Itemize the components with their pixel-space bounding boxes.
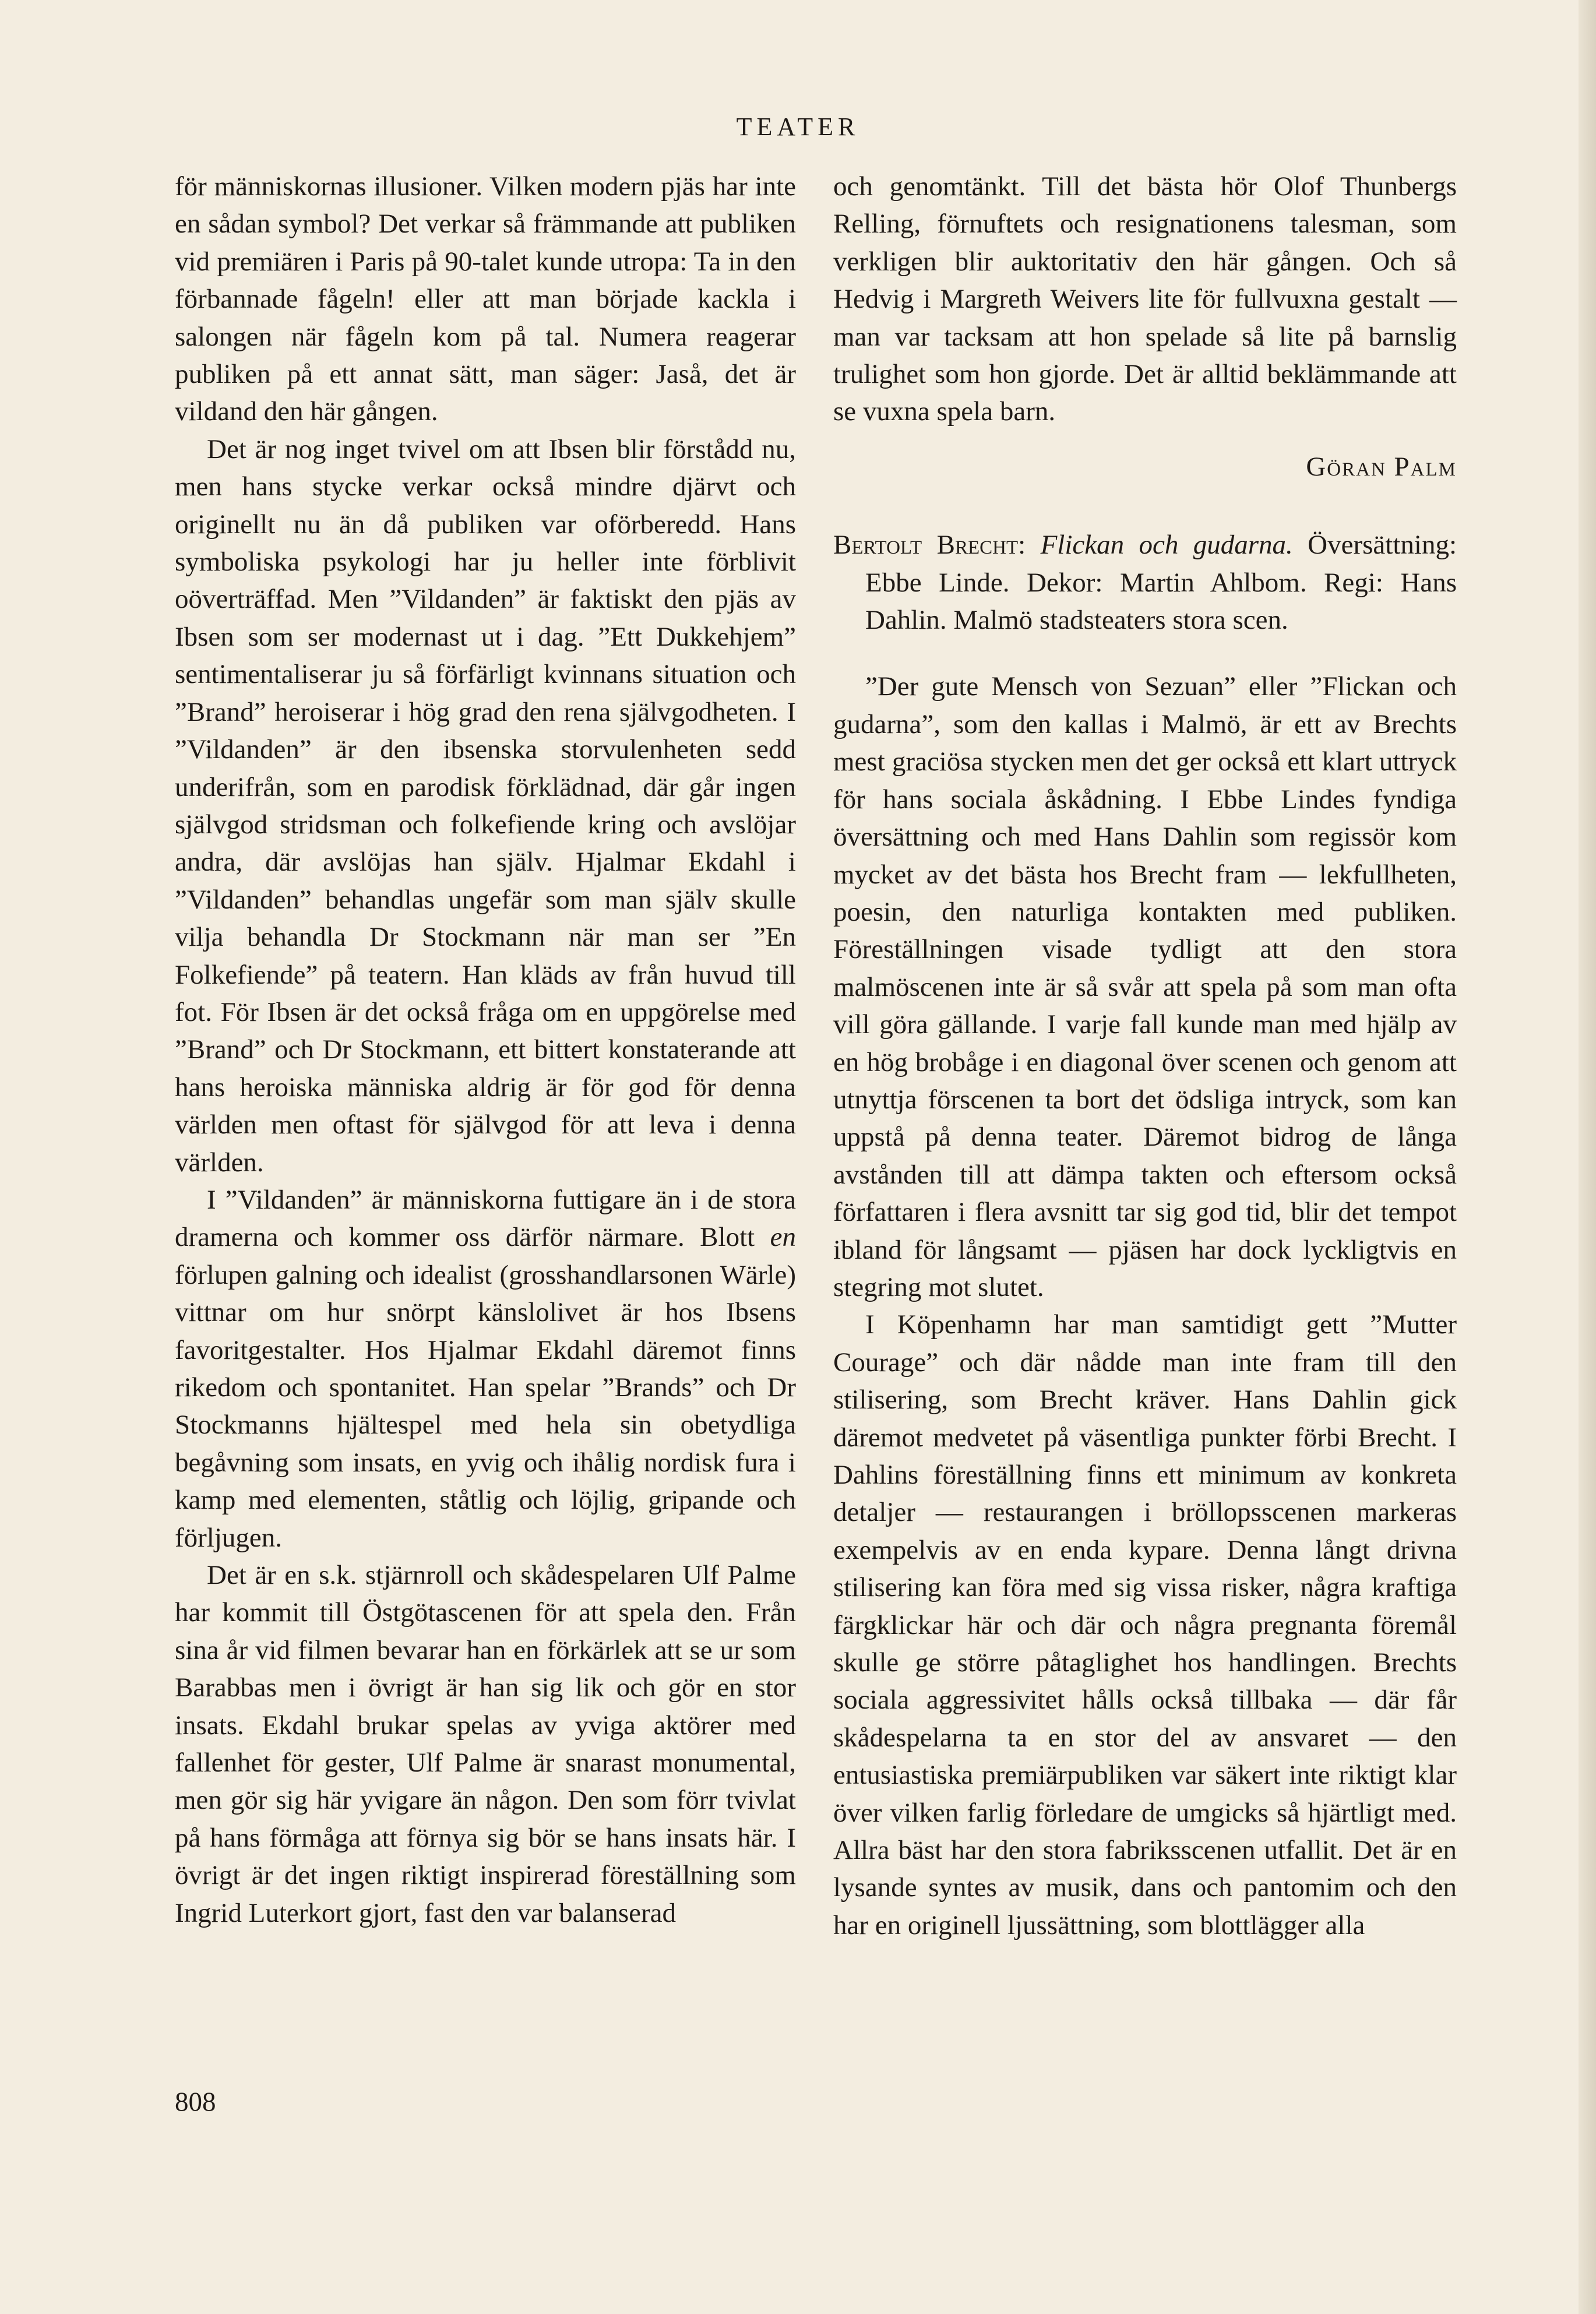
review-author: Bertolt Brecht: (833, 530, 1026, 561)
right-column (833, 168, 1457, 1944)
author-signature: Göran Palm (1306, 451, 1457, 482)
paragraph (175, 1181, 796, 1556)
left-column (175, 168, 796, 1932)
page-edge (1579, 0, 1596, 2314)
paragraph: I Köpenhamn har man samtidigt gett ”Mutter Courage” och där nådde man inte fram till den stilisering, som Brecht kräver. Hans Dahlin gick däremot medvetet på väsentliga punkter förbi Brecht. I Dahlins föreställning finns ett minimum av konkreta detaljer — restaurangen i bröllopsscenen markeras exempelvis av en enda kypare. Denna långt drivna stilisering kan föra med sig vissa risker, några kraftiga färgklickar här och där och några pregnanta föremål skulle ge större påtaglighet hos handlingen. Brechts sociala aggressivitet hålls också tillbaka — där får skådespelarna ta en stor del av ansvaret — den entusiastiska premiärpubliken var säkert inte riktigt klar över vilken farlig förledare de umgicks så hjärtligt med. Allra bäst har den stora fabriksscenen utfallit. Det är en lysande syntes av musik, dans och pantomim och den har en originell ljussättning, som blottlägger alla (833, 1309, 1457, 1940)
section-header: TEATER (736, 112, 860, 141)
review-title: Flickan och gudarna. (1040, 530, 1293, 561)
paragraph: ”Der gute Mensch von Sezuan” eller ”Flickan och gudarna”, som den kallas i Malmö, är ett av Brechts mest graciösa stycken men det ger också ett klart uttryck för hans sociala åskådning. I Ebbe Lindes fyndiga översättning och med Hans Dahlin som regissör kom mycket av det bästa hos Brecht fram — lekfullheten, poesin, den naturliga kontakten med publiken. Föreställningen visade tydligt att den stora malmöscenen inte är så svår att spela på som man ofta vill göra gällande. I varje fall kunde man med hjälp av en hög brobåge i en diagonal över scenen och genom att utnyttja förscenen ta bort det ödsliga intryck, som kan uppstå på denna teater. Däremot bidrog de långa avstånden till att dämpa takten och eftersom också författaren i flera avsnitt tar sig god tid, blir det tempot ibland för långsamt — pjäsen har dock lyckligtvis en stegring mot slutet. (833, 671, 1457, 1302)
paragraph: Det är nog inget tvivel om att Ibsen blir förstådd nu, men hans stycke verkar också mindre djärvt och originellt nu än då publiken var oförberedd. Hans symboliska psykologi har ju heller inte förblivit oöverträffad. Men ”Vildanden” är faktiskt den pjäs av Ibsen som ser modernast ut i dag. ”Ett Dukkehjem” sentimentaliserar ju så förfärligt kvinnans situation och ”Brand” heroiserar i hög grad den rena självgodheten. I ”Vildanden” är den ibsenska storvulenheten sedd underifrån, som en parodisk förklädnad, där går ingen självgod stridsman och folkefiende kring och avslöjar andra, där avslöjas han själv. Hjalmar Ekdahl i ”Vildanden” behandlas ungefär som man själv skulle vilja behandla Dr Stockmann när man ser ”En Folkefiende” på teatern. Han kläds av från huvud till fot. För Ibsen är det också fråga om en uppgörelse med ”Brand” och Dr Stockmann, ett bittert konstaterande att hans heroiska människa aldrig är för god för denna världen men oftast för självgod för att leva i denna världen. (175, 434, 796, 1178)
emphasis: en (770, 1222, 797, 1253)
paragraph: för människornas illusioner. Vilken modern pjäs har inte en sådan symbol? Det verkar så främmande att publiken vid premiären i Paris på 90-talet kunde utropa: Ta in den förbannade fågeln! eller att man började kackla i salongen när fågeln kom på tal. Numera reagerar publiken på ett annat sätt, man säger: Jaså, det är vildand den här gången. (175, 171, 796, 427)
review-heading (833, 526, 1457, 639)
paragraph-text: I ”Vildanden” är människorna futtigare än i de stora dramerna och kommer oss därför närmare. Blott (175, 1184, 796, 1253)
paragraph: Det är en s.k. stjärnroll och skådespelaren Ulf Palme har kommit till Östgötascenen för att spela den. Från sina år vid filmen bevarar han en förkärlek att se ur som Barabbas men i övrigt är han sig lik och gör en stor insats. Ekdahl brukar spelas av yviga aktörer med fallenhet för gester, Ulf Palme är snarast monumental, men gör sig här yvigare än någon. Den som förr tvivlat på hans förmåga att förnya sig bör se hans insats här. I övrigt är det ingen riktigt inspirerad föreställning som Ingrid Luterkort gjort, fast den var balanserad (175, 1560, 796, 1928)
review-details: Översättning: Ebbe Linde. Dekor: Martin Ahlbom. Regi: Hans Dahlin. Malmö stadsteaters stora scen. (865, 530, 1457, 636)
paragraph: och genomtänkt. Till det bästa hör Olof Thunbergs Relling, förnuftets och resignationens talesman, som verkligen blir auktoritativ den här gången. Och så Hedvig i Margreth Weivers lite för fullvuxna gestalt — man var tacksam att hon spelade så lite på barnslig trulighet som hon gjorde. Det är alltid beklämmande att se vuxna spela barn. (833, 171, 1457, 427)
paragraph-text: förlupen galning och idealist (grosshandlarsonen Wärle) vittnar om hur snörpt känslolivet är hos Ibsens favoritgestalter. Hos Hjalmar Ekdahl däremot finns rikedom och spontanitet. Han spelar ”Brands” och Dr Stockmanns hjältespel med hela sin obetydliga begåvning som insats, en yvig och ihålig nordisk fura i kamp med elementen, ståtlig och löjlig, gripande och förljugen. (175, 1259, 796, 1553)
page-number: 808 (175, 2087, 216, 2117)
